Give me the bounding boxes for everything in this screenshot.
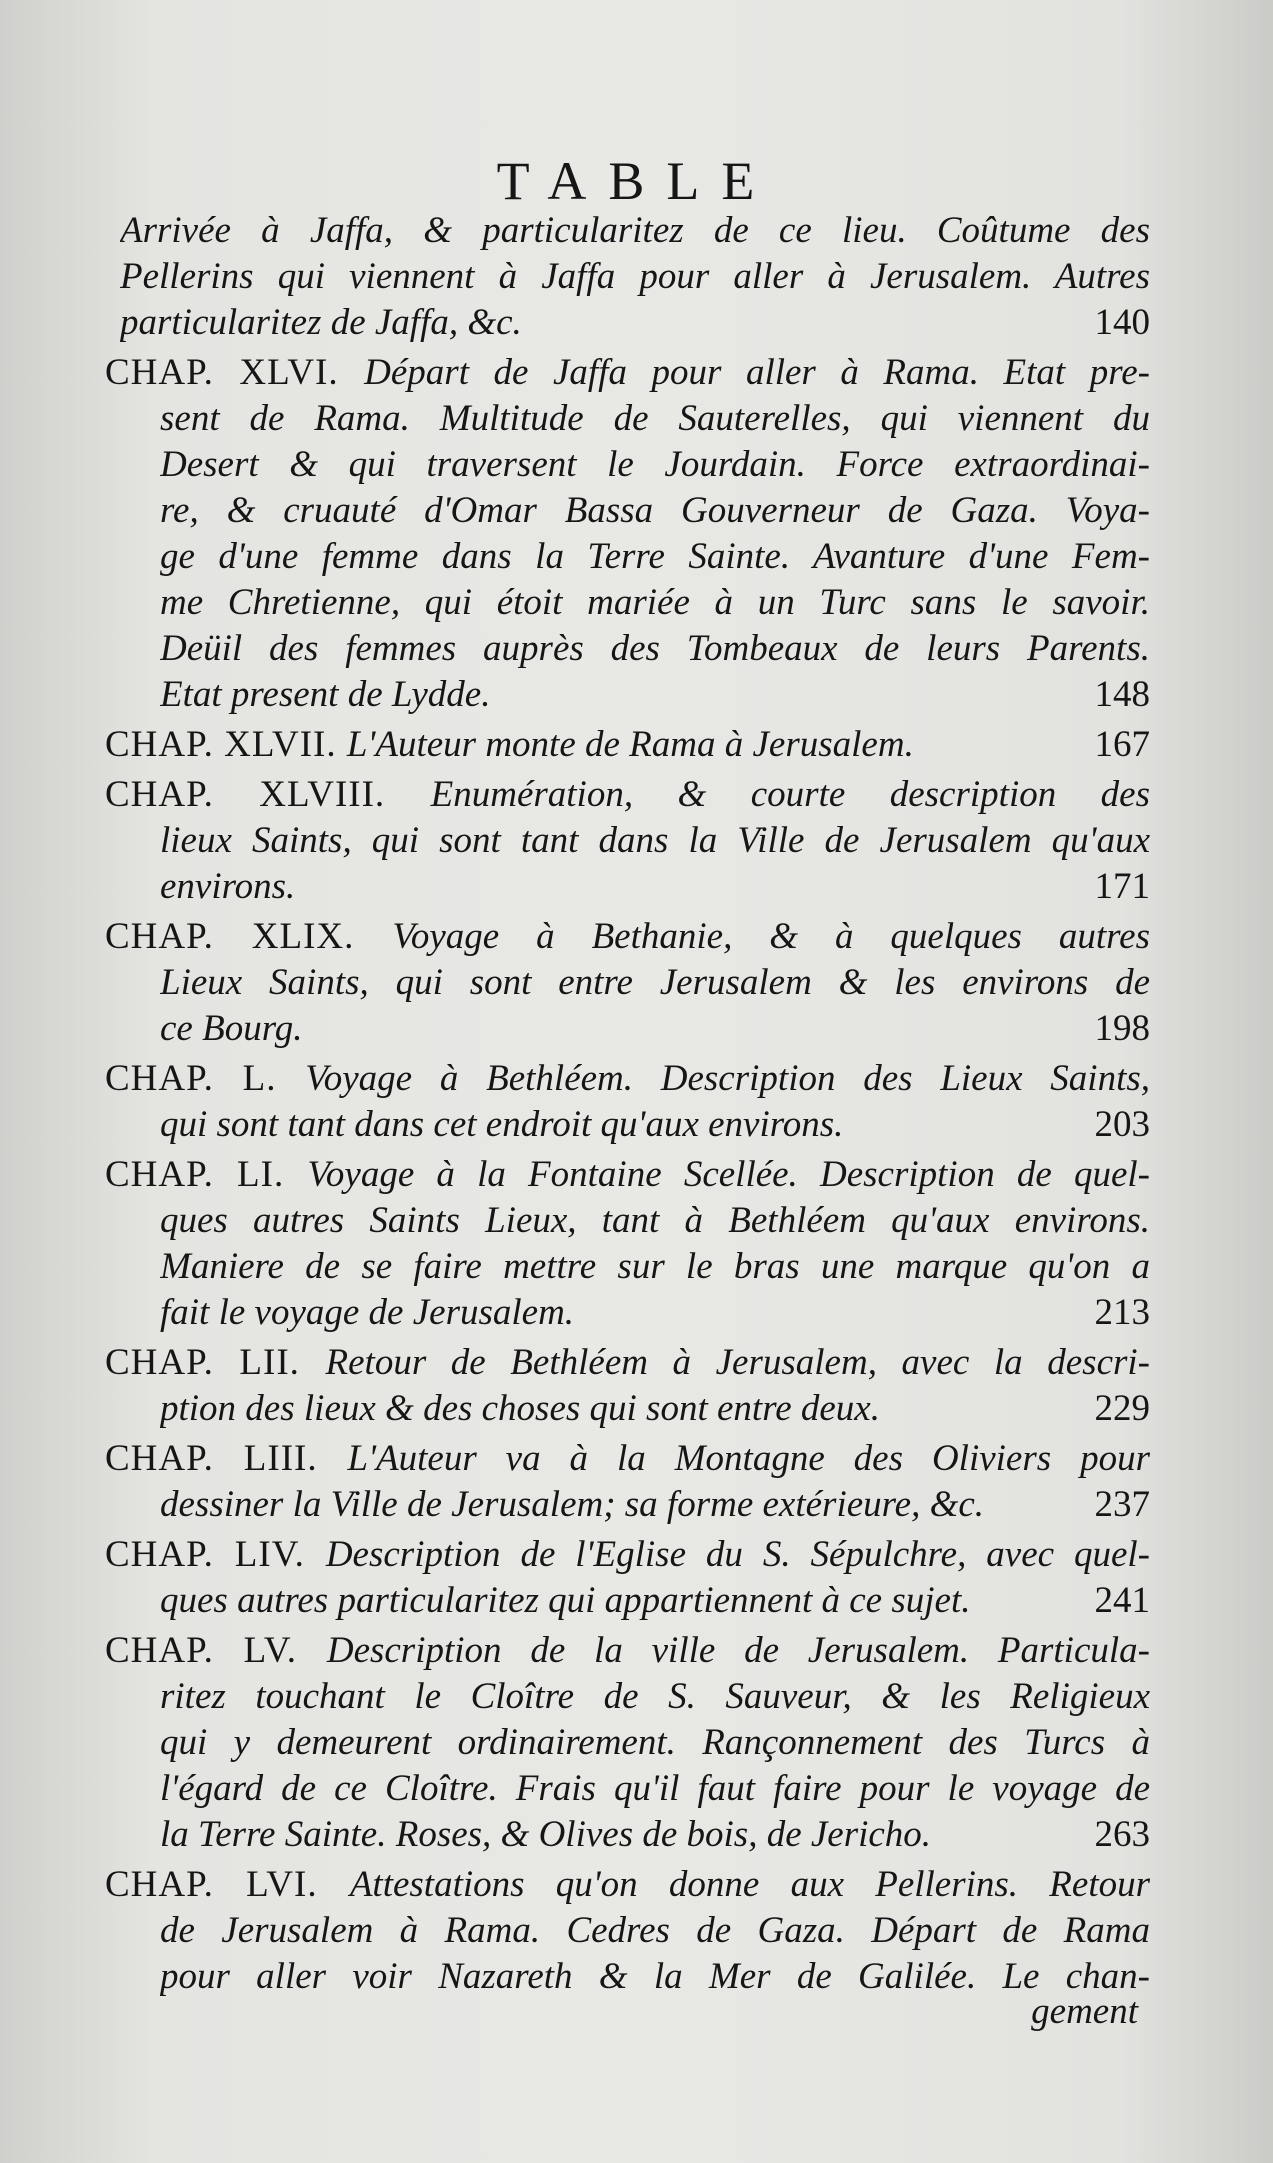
page-number: 237 [1094, 1484, 1150, 1525]
chapter-summary: ce Bourg. [160, 1008, 303, 1049]
chapter-summary: re, & cruauté d'Omar Bassa Gouverneur de Gaza. Voya- [160, 490, 1150, 531]
chapter-summary: de Jerusalem à Rama. Cedres de Gaza. Départ de Rama [160, 1910, 1150, 1951]
chapter-summary: sent de Rama. Multitude de Sauterelles, qui viennent du [160, 398, 1150, 439]
toc-line [105, 914, 1150, 960]
chapter-number: CHAP. XLVIII. [105, 774, 431, 815]
chapter-summary: Maniere de se faire mettre sur le bras une marque qu'on a [160, 1246, 1150, 1287]
chapter-summary: Départ de Jaffa pour aller à Rama. Etat pre- [364, 352, 1150, 393]
catchword: gement [1031, 1991, 1138, 2032]
toc-line [160, 1578, 1150, 1624]
chapter-summary: Description de l'Eglise du S. Sépulchre, avec quel- [325, 1534, 1150, 1575]
chapter-summary: Attestations qu'on donne aux Pellerins. Retour [349, 1864, 1150, 1905]
chapter-summary: Desert & qui traversent le Jourdain. Force extraordinai- [160, 444, 1150, 485]
chapter-number: CHAP. XLVII. [105, 724, 347, 765]
page-number: 213 [1094, 1292, 1150, 1333]
page-title: TABLE [496, 151, 777, 211]
toc-line [120, 300, 1150, 346]
toc-line [160, 1812, 1150, 1858]
toc-line [160, 580, 1150, 626]
toc-line [105, 1628, 1150, 1674]
chapter-summary: qui sont tant dans cet endroit qu'aux environs. [160, 1104, 844, 1145]
chapter-summary: Voyage à Bethanie, & à quelques autres [392, 916, 1150, 957]
chapter-summary: qui y demeurent ordinairement. Rançonnement des Turcs à [160, 1722, 1150, 1763]
toc-line [105, 1862, 1150, 1908]
chapter-summary: ge d'une femme dans la Terre Sainte. Avanture d'une Fem- [160, 536, 1150, 577]
toc-line [105, 1436, 1150, 1482]
chapter-number: CHAP. LIV. [105, 1534, 326, 1575]
page-number: 167 [1094, 724, 1150, 765]
toc-line [105, 772, 1150, 818]
chapter-summary: Pellerins qui viennent à Jaffa pour aller à Jerusalem. Autres [120, 256, 1150, 297]
page-number: 148 [1094, 674, 1150, 715]
toc-line [105, 1152, 1150, 1198]
toc-line [160, 1198, 1150, 1244]
chapter-summary: Arrivée à Jaffa, & particularitez de ce lieu. Coûtume des [120, 210, 1150, 251]
toc-line [160, 864, 1150, 910]
toc-line [120, 208, 1150, 254]
chapter-summary: pour aller voir Nazareth & la Mer de Galilée. Le chan- [160, 1956, 1150, 1997]
chapter-number: CHAP. LIII. [105, 1438, 348, 1479]
toc-line [160, 1244, 1150, 1290]
chapter-summary: environs. [160, 866, 296, 907]
toc-line [160, 1766, 1150, 1812]
toc-line [160, 1006, 1150, 1052]
toc-line [160, 1720, 1150, 1766]
toc-line [160, 1290, 1150, 1336]
toc-line [105, 722, 1150, 768]
chapter-summary: Voyage à la Fontaine Scellée. Description de quel- [307, 1154, 1150, 1195]
toc-line [160, 442, 1150, 488]
chapter-number: CHAP. LI. [105, 1154, 308, 1195]
toc-line [105, 1340, 1150, 1386]
chapter-number: CHAP. LII. [105, 1342, 326, 1383]
chapter-number: CHAP. XLIX. [105, 916, 393, 957]
chapter-number: CHAP. L. [105, 1058, 306, 1099]
chapter-summary: la Terre Sainte. Roses, & Olives de bois, de Jericho. [160, 1814, 932, 1855]
chapter-summary: ritez touchant le Cloître de S. Sauveur, & les Religieux [160, 1676, 1150, 1717]
toc-line [160, 1954, 1150, 2000]
chapter-summary: Retour de Bethléem à Jerusalem, avec la descri- [325, 1342, 1150, 1383]
toc-line [105, 350, 1150, 396]
chapter-summary: me Chretienne, qui étoit mariée à un Turc sans le savoir. [160, 582, 1150, 623]
chapter-summary: l'égard de ce Cloître. Frais qu'il faut faire pour le voyage de [160, 1768, 1150, 1809]
toc-line [160, 1482, 1150, 1528]
toc-line [160, 1386, 1150, 1432]
page-number: 241 [1094, 1580, 1150, 1621]
toc-line [160, 818, 1150, 864]
chapter-summary: particularitez de Jaffa, &c. [120, 302, 522, 343]
chapter-summary: ption des lieux & des choses qui sont entre deux. [160, 1388, 880, 1429]
page-number: 263 [1094, 1814, 1150, 1855]
chapter-summary: L'Auteur monte de Rama à Jerusalem. [346, 724, 914, 765]
chapter-summary: Enumération, & courte description des [430, 774, 1150, 815]
chapter-summary: Etat present de Lydde. [160, 674, 491, 715]
chapter-summary: Voyage à Bethléem. Description des Lieux Saints, [305, 1058, 1150, 1099]
page-number: 229 [1094, 1388, 1150, 1429]
page-number: 203 [1094, 1104, 1150, 1145]
toc-line [160, 534, 1150, 580]
toc-line [160, 396, 1150, 442]
toc-line [160, 1908, 1150, 1954]
page-number: 198 [1094, 1008, 1150, 1049]
toc-line [120, 254, 1150, 300]
toc-line [160, 1102, 1150, 1148]
chapter-summary: Lieux Saints, qui sont entre Jerusalem & les environs de [160, 962, 1150, 1003]
chapter-summary: ques autres Saints Lieux, tant à Bethléem qu'aux environs. [160, 1200, 1150, 1241]
chapter-summary: lieux Saints, qui sont tant dans la Ville de Jerusalem qu'aux [160, 820, 1150, 861]
chapter-number: CHAP. LV. [105, 1630, 327, 1671]
toc-line [160, 960, 1150, 1006]
toc-line [105, 1532, 1150, 1578]
chapter-number: CHAP. LVI. [105, 1864, 350, 1905]
chapter-number: CHAP. XLVI. [105, 352, 365, 393]
toc-line [105, 1056, 1150, 1102]
chapter-summary: fait le voyage de Jerusalem. [160, 1292, 575, 1333]
chapter-summary: dessiner la Ville de Jerusalem; sa forme extérieure, &c. [160, 1484, 985, 1525]
chapter-summary: ques autres particularitez qui appartiennent à ce sujet. [160, 1580, 971, 1621]
toc-line [160, 672, 1150, 718]
chapter-summary: L'Auteur va à la Montagne des Oliviers pour [347, 1438, 1150, 1479]
toc-line [160, 1674, 1150, 1720]
page-number: 171 [1094, 866, 1150, 907]
toc-line [160, 488, 1150, 534]
chapter-summary: Deüil des femmes auprès des Tombeaux de leurs Parents. [160, 628, 1150, 669]
chapter-summary: Description de la ville de Jerusalem. Particula- [326, 1630, 1150, 1671]
toc-line [160, 626, 1150, 672]
page-number: 140 [1094, 302, 1150, 343]
